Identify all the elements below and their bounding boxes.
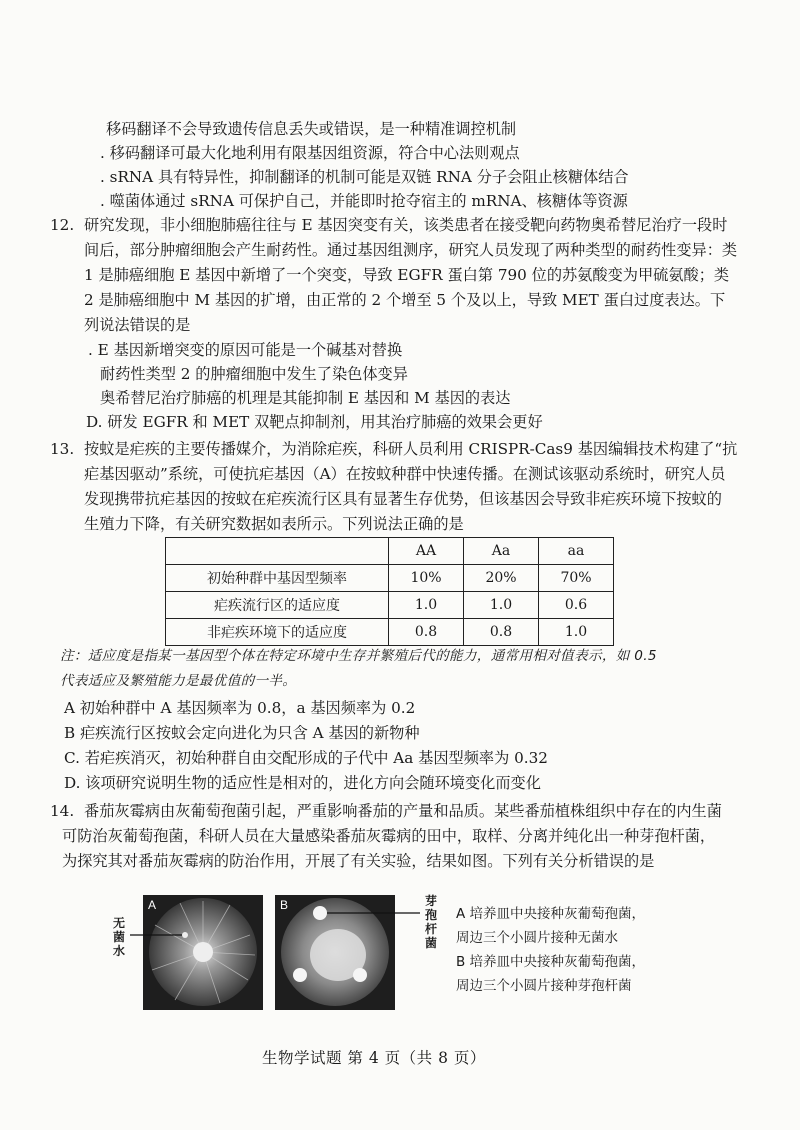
caption-line: 周边三个小圆片接种无菌水 <box>456 930 618 946</box>
label-char: 菌 <box>112 930 125 944</box>
q12-number: 12. <box>50 216 75 234</box>
table-cell: 1.0 <box>464 592 539 619</box>
caption-line: B 培养皿中央接种灰葡萄孢菌， <box>456 954 646 970</box>
table-cell: 0.8 <box>389 619 464 646</box>
q12-stem-line: 列说法错误的是 <box>84 316 191 334</box>
q12-stem-line: 2 是肺癌细胞中 M 基因的扩增，由正常的 2 个增至 5 个及以上，导致 MET 蛋白过度表达。下 <box>84 291 726 309</box>
table-row <box>166 619 614 646</box>
dish-b-disc <box>353 968 367 982</box>
q14-stem-line: 番茄灰霉病由灰葡萄孢菌引起，严重影响番茄的产量和品质。某些番茄植株组织中存在的内生菌 <box>84 802 722 820</box>
q13-stem-line: 发现携带抗疟基因的按蚊在疟疾流行区具有显著生存优势，但该基因会导致非疟疾环境下按蚊的 <box>84 490 722 508</box>
q13-stem-line: 疟基因驱动”系统，可使抗疟基因（A）在按蚊种群中快速传播。在测试该驱动系统时，研究人员 <box>84 465 726 483</box>
q11-option-b: . 移码翻译可最大化地利用有限基因组资源，符合中心法则观点 <box>100 144 520 162</box>
table-row-label: 初始种群中基因型频率 <box>166 565 389 592</box>
table-cell: 0.8 <box>464 619 539 646</box>
figure-caption <box>456 902 645 998</box>
table-cell: 1.0 <box>389 592 464 619</box>
genotype-table <box>165 537 614 646</box>
q12-option-d: D. 研发 EGFR 和 MET 双靶点抑制剂，用其治疗肺癌的效果会更好 <box>86 413 543 431</box>
q12-stem-line: 研究发现，非小细胞肺癌往往与 E 基因突变有关，该类患者在接受靶向药物奥希替尼治疗一段时 <box>84 216 728 234</box>
table-cell: 0.6 <box>539 592 614 619</box>
label-char: 孢 <box>424 908 437 922</box>
q13-note-line: 注：适应度是指某一基因型个体在特定环境中生存并繁殖后代的能力，通常用相对值表示，如 0.5 <box>60 648 657 664</box>
q13-option-a: A 初始种群中 A 基因频率为 0.8，a 基因频率为 0.2 <box>64 699 416 717</box>
q13-stem-line: 按蚊是疟疾的主要传播媒介，为消除疟疾，科研人员利用 CRISPR-Cas9 基因编辑技术构建了“抗 <box>84 440 738 458</box>
q14-stem-line: 可防治灰葡萄孢菌，科研人员在大量感染番茄灰霉病的田中，取样、分离并纯化出一种芽孢杆菌， <box>62 827 716 845</box>
table-cell: 70% <box>539 565 614 592</box>
panel-a-letter: A <box>148 898 157 912</box>
table-header-cell <box>166 538 389 565</box>
q11-option-c: . sRNA 具有特异性，抑制翻译的机制可能是双链 RNA 分子会阻止核糖体结合 <box>100 168 629 186</box>
dish-a-center <box>193 942 213 962</box>
q13-option-b: B 疟疾流行区按蚊会定向进化为只含 A 基因的新物种 <box>64 724 420 742</box>
panel-b-letter: B <box>280 898 289 912</box>
q12-stem-line: 间后，部分肿瘤细胞会产生耐药性。通过基因组测序，研究人员发现了两种类型的耐药性变异：类 <box>84 241 738 259</box>
caption-line: A 培养皿中央接种灰葡萄孢菌， <box>456 906 646 922</box>
table-row-label: 疟疾流行区的适应度 <box>166 592 389 619</box>
label-sterile-water <box>112 916 126 958</box>
q12-stem-line: 1 是肺癌细胞 E 基因中新增了一个突变，导致 EGFR 蛋白第 790 位的苏氨酸变为甲硫氨酸；类 <box>84 266 730 284</box>
q12-option-b: 耐药性类型 2 的肿瘤细胞中发生了染色体变异 <box>100 365 408 383</box>
q12-option-c: 奥希替尼治疗肺癌的机理是其能抑制 E 基因和 M 基因的表达 <box>100 389 511 407</box>
dish-b-disc <box>293 968 307 982</box>
q14-number: 14. <box>50 802 75 820</box>
label-bacillus <box>424 894 438 950</box>
q13-note-line: 代表适应及繁殖能力是最优值的一半。 <box>60 673 297 689</box>
table-header-cell: AA <box>389 538 464 565</box>
table-header-cell: aa <box>539 538 614 565</box>
label-char: 水 <box>112 944 125 958</box>
table-header-cell: Aa <box>464 538 539 565</box>
q11-option-d: . 噬菌体通过 sRNA 可保护自己，并能即时抢夺宿主的 mRNA、核糖体等资源 <box>100 192 628 210</box>
label-char: 菌 <box>424 936 437 950</box>
q13-option-c: C. 若疟疾消灭，初始种群自由交配形成的子代中 Aa 基因型频率为 0.32 <box>64 749 548 767</box>
page-footer: 生物学试题 第 4 页（共 8 页） <box>262 1049 486 1067</box>
table-row <box>166 592 614 619</box>
dish-b-disc <box>313 906 327 920</box>
q14-stem-line: 为探究其对番茄灰霉病的防治作用，开展了有关实验，结果如图。下列有关分析错误的是 <box>62 852 655 870</box>
table-header-row <box>166 538 614 565</box>
label-char: 杆 <box>424 922 437 936</box>
table-row <box>166 565 614 592</box>
q13-option-d: D. 该项研究说明生物的适应性是相对的，进化方向会随环境变化而变化 <box>64 774 541 792</box>
dish-a-disc <box>182 932 188 938</box>
q12-option-a: . E 基因新增突变的原因可能是一个碱基对替换 <box>88 341 403 359</box>
table-cell: 1.0 <box>539 619 614 646</box>
table-row-label: 非疟疾环境下的适应度 <box>166 619 389 646</box>
table-cell: 10% <box>389 565 464 592</box>
q13-number: 13. <box>50 440 75 458</box>
caption-line: 周边三个小圆片接种芽孢杆菌 <box>456 978 632 994</box>
q13-stem-line: 生殖力下降，有关研究数据如表所示。下列说法正确的是 <box>84 515 464 533</box>
q11-option-a: 移码翻译不会导致遗传信息丢失或错误，是一种精准调控机制 <box>106 120 517 138</box>
table-cell: 20% <box>464 565 539 592</box>
label-char: 芽 <box>424 894 437 908</box>
label-char: 无 <box>112 916 125 930</box>
petri-dish-photos <box>130 895 430 1010</box>
